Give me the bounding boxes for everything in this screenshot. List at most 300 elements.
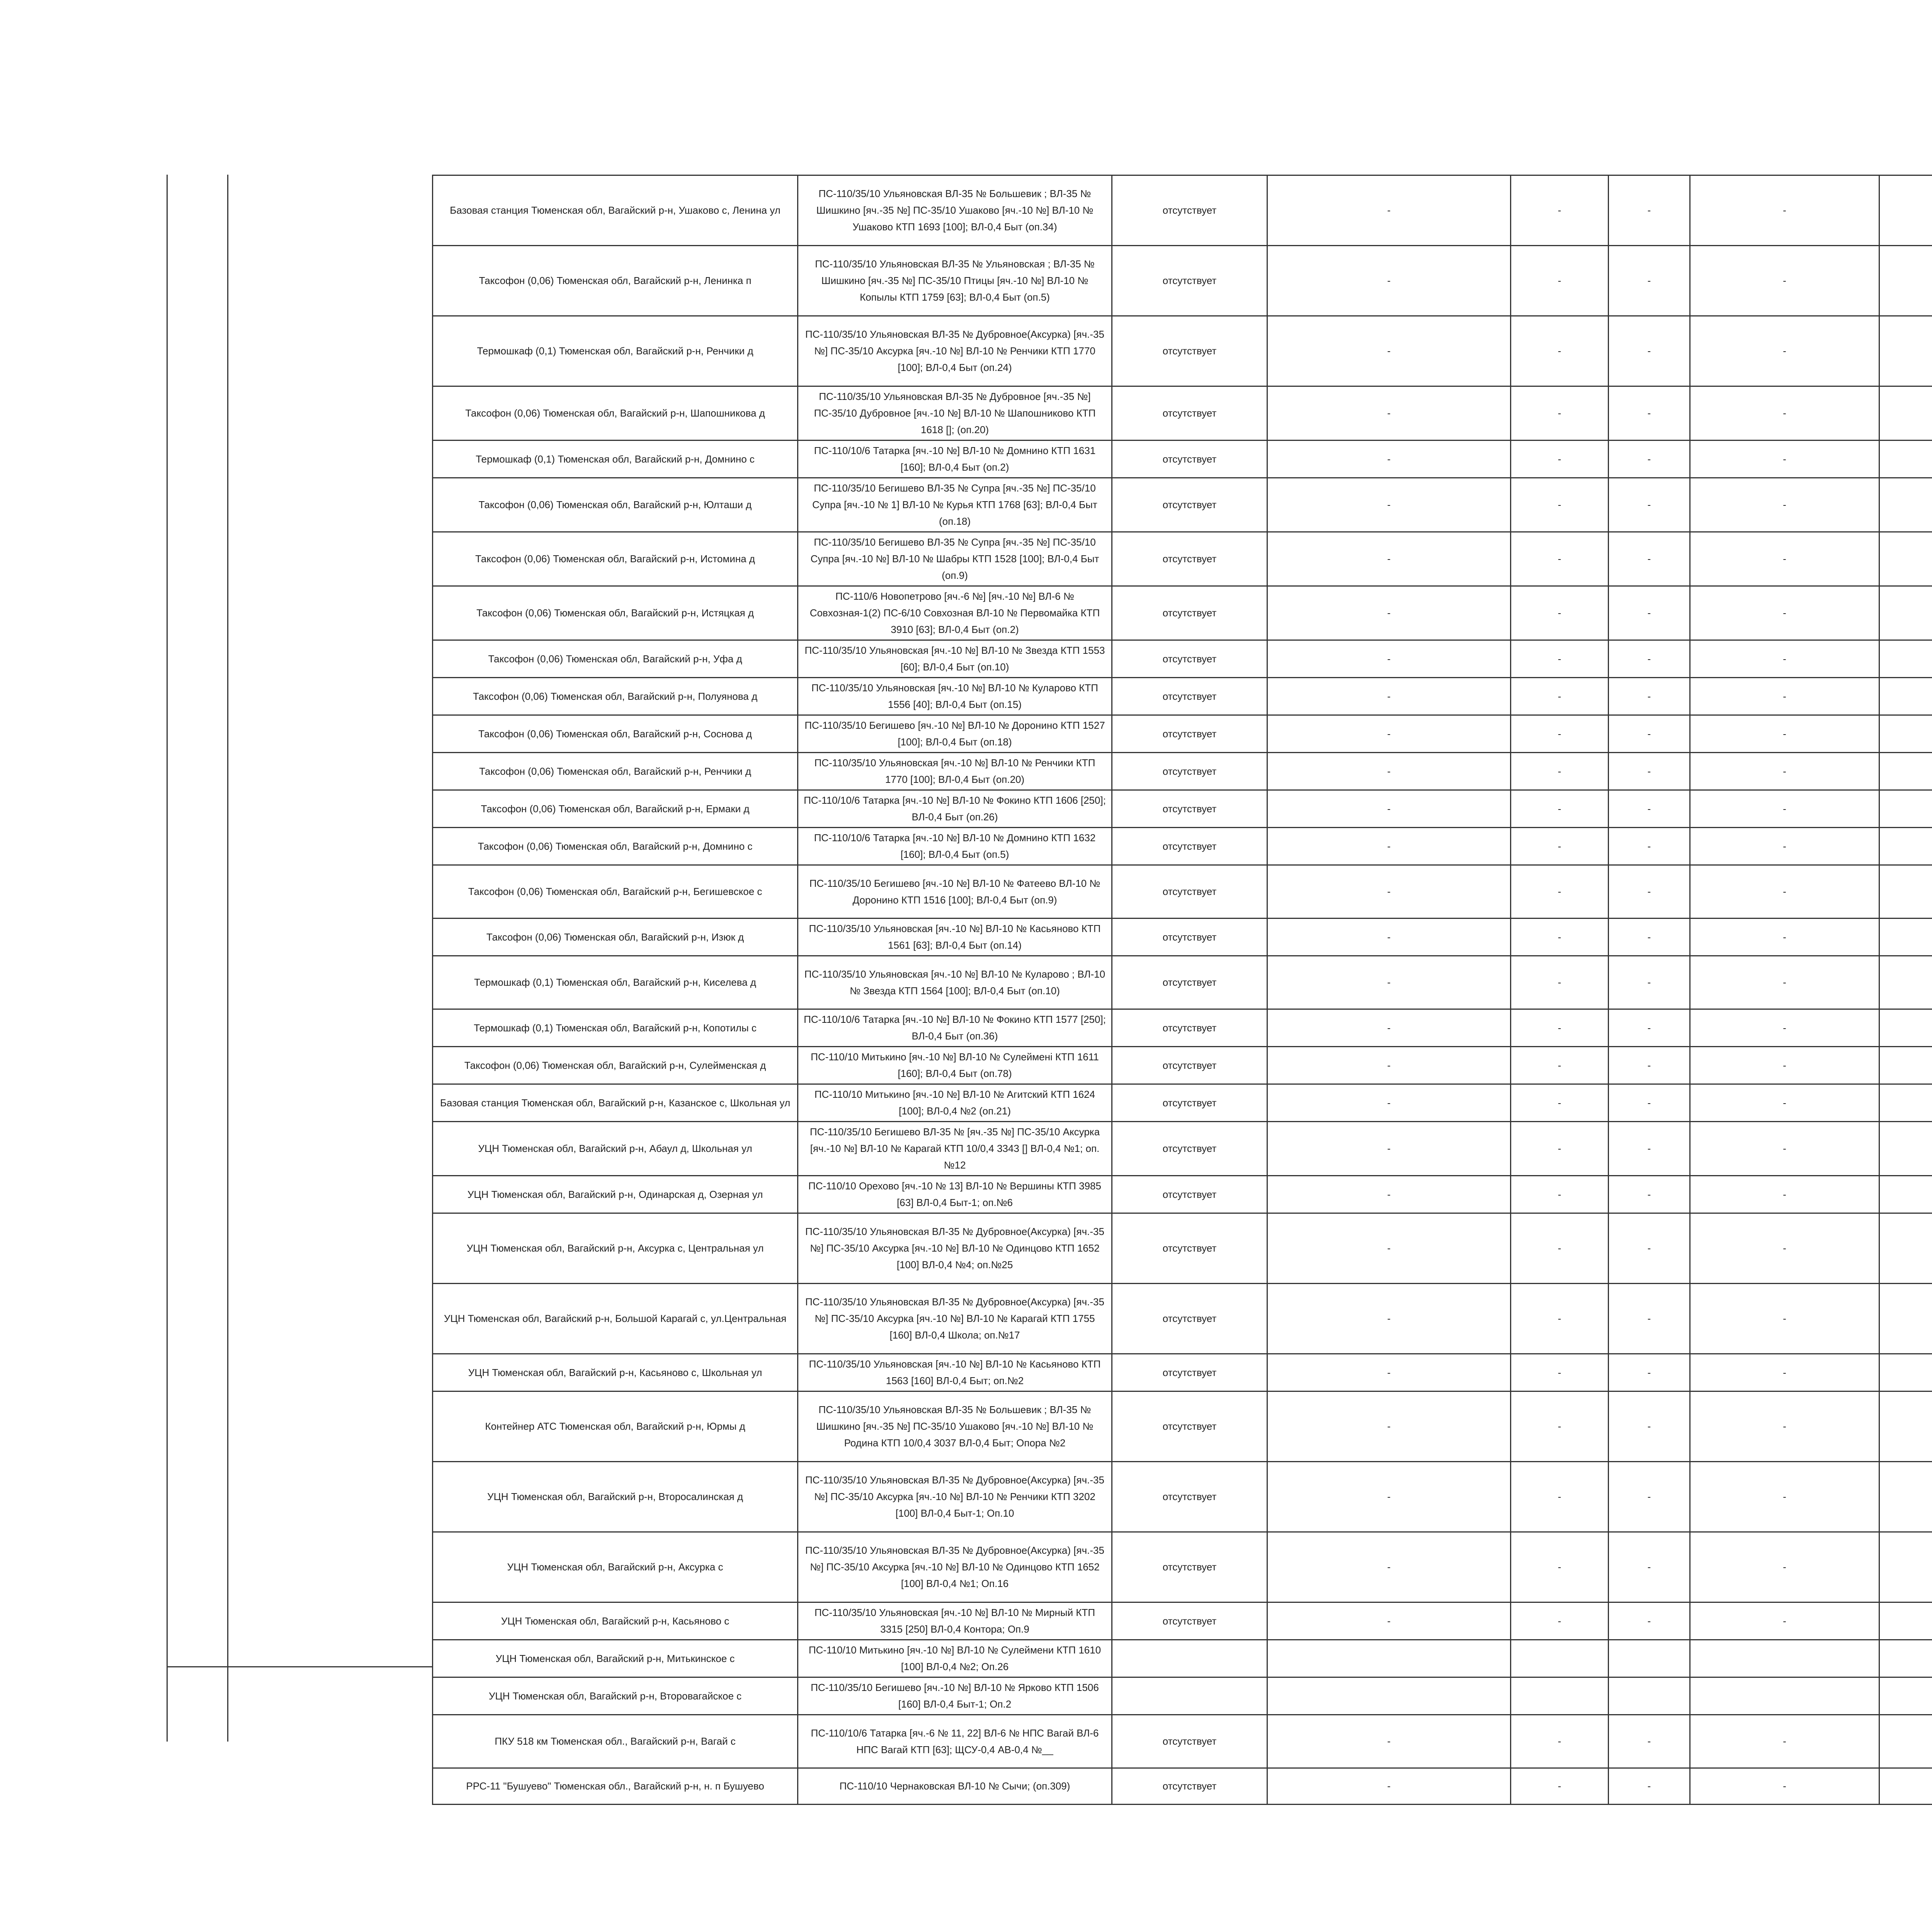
dash-cell: -	[1267, 1768, 1511, 1805]
dash-cell	[1511, 1640, 1609, 1677]
dash-cell: -	[1690, 640, 1879, 678]
object-name-cell: Таксофон (0,06) Тюменская обл, Вагайский р-н, Соснова д	[433, 715, 798, 753]
dash-cell	[1879, 678, 1932, 715]
dash-cell: -	[1609, 586, 1690, 640]
table-row	[433, 753, 1932, 790]
dash-cell	[1879, 1640, 1932, 1677]
object-name-cell: Таксофон (0,06) Тюменская обл, Вагайский р-н, Сулейменская д	[433, 1047, 798, 1084]
table-row	[433, 1084, 1932, 1122]
table-row	[433, 1715, 1932, 1768]
dash-cell: -	[1690, 1462, 1879, 1532]
dash-cell: -	[1267, 790, 1511, 828]
status-cell: отсутствует	[1112, 828, 1267, 865]
connection-point-cell: ПС-110/35/10 Ульяновская [яч.-10 №] ВЛ-10 № Куларово КТП 1556 [40]; ВЛ-0,4 Быт (оп.15)	[798, 678, 1112, 715]
dash-cell: -	[1609, 386, 1690, 441]
dash-cell	[1879, 586, 1932, 640]
dash-cell: -	[1511, 1122, 1609, 1176]
dash-cell: -	[1690, 1009, 1879, 1047]
dash-cell: -	[1690, 1284, 1879, 1354]
table-row	[433, 1391, 1932, 1462]
dash-cell: -	[1690, 1354, 1879, 1391]
dash-cell: -	[1609, 1354, 1690, 1391]
connection-point-cell: ПС-110/35/10 Ульяновская [яч.-10 №] ВЛ-10 № Звезда КТП 1553 [60]; ВЛ-0,4 Быт (оп.10)	[798, 640, 1112, 678]
object-name-cell: УЦН Тюменская обл, Вагайский р-н, Второвагайское с	[433, 1677, 798, 1715]
object-name-cell: УЦН Тюменская обл, Вагайский р-н, Одинарская д, Озерная ул	[433, 1176, 798, 1213]
status-cell: отсутствует	[1112, 532, 1267, 586]
dash-cell: -	[1609, 1122, 1690, 1176]
table-row	[433, 1677, 1932, 1715]
dash-cell	[1879, 1122, 1932, 1176]
table-row	[433, 1176, 1932, 1213]
dash-cell: -	[1267, 316, 1511, 386]
dash-cell	[1879, 1715, 1932, 1768]
table-row	[433, 246, 1932, 316]
dash-cell: -	[1609, 1462, 1690, 1532]
dash-cell: -	[1267, 753, 1511, 790]
status-cell: отсутствует	[1112, 1462, 1267, 1532]
dash-cell: -	[1609, 1213, 1690, 1284]
dash-cell: -	[1609, 790, 1690, 828]
dash-cell: -	[1511, 586, 1609, 640]
connection-point-cell: ПС-110/10/6 Татарка [яч.-10 №] ВЛ-10 № Фокино КТП 1606 [250]; ВЛ-0,4 Быт (оп.26)	[798, 790, 1112, 828]
dash-cell: -	[1690, 1176, 1879, 1213]
dash-cell: -	[1690, 828, 1879, 865]
object-name-cell: Термошкаф (0,1) Тюменская обл, Вагайский р-н, Ренчики д	[433, 316, 798, 386]
dash-cell: -	[1511, 1715, 1609, 1768]
status-cell: отсутствует	[1112, 1354, 1267, 1391]
connection-point-cell: ПС-110/10/6 Татарка [яч.-6 № 11, 22] ВЛ-6 № НПС Вагай ВЛ-6 НПС Вагай КТП [63]; ЩСУ-0,4 АВ-0,4 №__	[798, 1715, 1112, 1768]
status-cell: отсутствует	[1112, 478, 1267, 532]
table-row	[433, 865, 1932, 919]
status-cell: отсутствует	[1112, 715, 1267, 753]
dash-cell	[1609, 1677, 1690, 1715]
dash-cell: -	[1609, 1768, 1690, 1805]
dash-cell: -	[1690, 586, 1879, 640]
dash-cell: -	[1609, 1391, 1690, 1462]
dash-cell: -	[1609, 1602, 1690, 1640]
dash-cell: -	[1267, 1715, 1511, 1768]
dash-cell: -	[1511, 1462, 1609, 1532]
table-row	[433, 1602, 1932, 1640]
object-name-cell: Контейнер АТС Тюменская обл, Вагайский р-н, Юрмы д	[433, 1391, 798, 1462]
object-name-cell: УЦН Тюменская обл, Вагайский р-н, Абаул д, Школьная ул	[433, 1122, 798, 1176]
connection-point-cell: ПС-110/35/10 Ульяновская [яч.-10 №] ВЛ-10 № Ренчики КТП 1770 [100]; ВЛ-0,4 Быт (оп.20)	[798, 753, 1112, 790]
dash-cell: -	[1267, 1047, 1511, 1084]
object-name-cell: Таксофон (0,06) Тюменская обл, Вагайский р-н, Полуянова д	[433, 678, 798, 715]
dash-cell: -	[1690, 1084, 1879, 1122]
dash-cell: -	[1609, 175, 1690, 246]
status-cell: отсутствует	[1112, 753, 1267, 790]
data-table	[432, 175, 1932, 1805]
dash-cell: -	[1690, 1768, 1879, 1805]
dash-cell	[1690, 1640, 1879, 1677]
dash-cell: -	[1609, 478, 1690, 532]
connection-point-cell: ПС-110/10 Митькино [яч.-10 №] ВЛ-10 № Сулейменi КТП 1611 [160]; ВЛ-0,4 Быт (оп.78)	[798, 1047, 1112, 1084]
left-section-separator	[167, 1666, 432, 1667]
status-cell	[1112, 1677, 1267, 1715]
connection-point-cell: ПС-110/10/6 Татарка [яч.-10 №] ВЛ-10 № Фокино КТП 1577 [250]; ВЛ-0,4 Быт (оп.36)	[798, 1009, 1112, 1047]
connection-point-cell: ПС-110/35/10 Ульяновская ВЛ-35 № Дубровное(Аксурка) [яч.-35 №] ПС-35/10 Аксурка [яч.-10 №] ВЛ-10 № Карагай КТП 1755 [160] ВЛ-0,4 Школа; оп.№17	[798, 1284, 1112, 1354]
dash-cell: -	[1511, 441, 1609, 478]
dash-cell: -	[1267, 1462, 1511, 1532]
dash-cell	[1879, 715, 1932, 753]
object-name-cell: РРС-11 "Бушуево" Тюменская обл., Вагайский р-н, н. п Бушуево	[433, 1768, 798, 1805]
dash-cell: -	[1690, 753, 1879, 790]
dash-cell: -	[1690, 1391, 1879, 1462]
connection-point-cell: ПС-110/35/10 Ульяновская ВЛ-35 № Дубровное [яч.-35 №] ПС-35/10 Дубровное [яч.-10 №] ВЛ-10 № Шапошниково КТП 1618 []; (оп.20)	[798, 386, 1112, 441]
table-row	[433, 532, 1932, 586]
dash-cell	[1879, 1009, 1932, 1047]
object-name-cell: Термошкаф (0,1) Тюменская обл, Вагайский р-н, Домнино с	[433, 441, 798, 478]
table-row	[433, 1009, 1932, 1047]
connection-point-cell: ПС-110/35/10 Ульяновская [яч.-10 №] ВЛ-10 № Мирный КТП 3315 [250] ВЛ-0,4 Контора; Оп.9	[798, 1602, 1112, 1640]
dash-cell: -	[1511, 1084, 1609, 1122]
connection-point-cell: ПС-110/35/10 Ульяновская ВЛ-35 № Дубровное(Аксурка) [яч.-35 №] ПС-35/10 Аксурка [яч.-10 №] ВЛ-10 № Одинцово КТП 1652 [100] ВЛ-0,4 №1; Оп.16	[798, 1532, 1112, 1602]
dash-cell	[1267, 1677, 1511, 1715]
object-name-cell: Таксофон (0,06) Тюменская обл, Вагайский р-н, Уфа д	[433, 640, 798, 678]
object-name-cell: Таксофон (0,06) Тюменская обл, Вагайский р-н, Шапошникова д	[433, 386, 798, 441]
object-name-cell: Таксофон (0,06) Тюменская обл, Вагайский р-н, Ермаки д	[433, 790, 798, 828]
status-cell: отсутствует	[1112, 441, 1267, 478]
dash-cell: -	[1609, 1532, 1690, 1602]
dash-cell	[1879, 1284, 1932, 1354]
dash-cell: -	[1690, 715, 1879, 753]
dash-cell	[1879, 790, 1932, 828]
object-name-cell: Таксофон (0,06) Тюменская обл, Вагайский р-н, Истомина д	[433, 532, 798, 586]
dash-cell	[1609, 1640, 1690, 1677]
dash-cell	[1879, 478, 1932, 532]
dash-cell: -	[1511, 1532, 1609, 1602]
dash-cell: -	[1267, 1176, 1511, 1213]
dash-cell	[1879, 1176, 1932, 1213]
dash-cell: -	[1267, 956, 1511, 1009]
object-name-cell: УЦН Тюменская обл, Вагайский р-н, Митькинское с	[433, 1640, 798, 1677]
dash-cell: -	[1511, 1213, 1609, 1284]
dash-cell: -	[1511, 919, 1609, 956]
dash-cell: -	[1267, 1084, 1511, 1122]
dash-cell	[1879, 753, 1932, 790]
table-body	[433, 175, 1932, 1805]
dash-cell: -	[1609, 316, 1690, 386]
object-name-cell: Таксофон (0,06) Тюменская обл, Вагайский р-н, Бегишевское с	[433, 865, 798, 919]
dash-cell: -	[1267, 1391, 1511, 1462]
connection-point-cell: ПС-110/10 Чернаковская ВЛ-10 № Сычи; (оп.309)	[798, 1768, 1112, 1805]
dash-cell	[1879, 532, 1932, 586]
dash-cell: -	[1267, 532, 1511, 586]
dash-cell: -	[1511, 316, 1609, 386]
table-row	[433, 1640, 1932, 1677]
dash-cell	[1879, 246, 1932, 316]
dash-cell: -	[1511, 246, 1609, 316]
dash-cell: -	[1690, 1213, 1879, 1284]
dash-cell: -	[1690, 956, 1879, 1009]
dash-cell: -	[1609, 1084, 1690, 1122]
dash-cell: -	[1609, 956, 1690, 1009]
dash-cell: -	[1511, 1354, 1609, 1391]
dash-cell: -	[1267, 828, 1511, 865]
dash-cell	[1879, 865, 1932, 919]
dash-cell: -	[1511, 753, 1609, 790]
object-name-cell: Таксофон (0,06) Тюменская обл, Вагайский р-н, Изюк д	[433, 919, 798, 956]
dash-cell: -	[1609, 246, 1690, 316]
dash-cell: -	[1690, 1602, 1879, 1640]
status-cell: отсутствует	[1112, 246, 1267, 316]
dash-cell: -	[1267, 715, 1511, 753]
dash-cell: -	[1511, 386, 1609, 441]
table-row	[433, 1284, 1932, 1354]
left-border-line-outer	[167, 175, 168, 1742]
dash-cell: -	[1609, 1009, 1690, 1047]
table-row	[433, 316, 1932, 386]
status-cell: отсутствует	[1112, 175, 1267, 246]
status-cell: отсутствует	[1112, 1602, 1267, 1640]
table-row	[433, 790, 1932, 828]
dash-cell: -	[1690, 790, 1879, 828]
dash-cell	[1879, 441, 1932, 478]
dash-cell: -	[1511, 532, 1609, 586]
dash-cell: -	[1609, 865, 1690, 919]
connection-point-cell: ПС-110/35/10 Бегишево ВЛ-35 № Супра [яч.-35 №] ПС-35/10 Супра [яч.-10 № 1] ВЛ-10 № Курья КТП 1768 [63]; ВЛ-0,4 Быт (оп.18)	[798, 478, 1112, 532]
object-name-cell: Базовая станция Тюменская обл, Вагайский р-н, Ушаково с, Ленина ул	[433, 175, 798, 246]
dash-cell: -	[1690, 386, 1879, 441]
dash-cell: -	[1511, 640, 1609, 678]
dash-cell: -	[1267, 246, 1511, 316]
dash-cell: -	[1690, 441, 1879, 478]
connection-point-cell: ПС-110/35/10 Ульяновская ВЛ-35 № Большевик ; ВЛ-35 № Шишкино [яч.-35 №] ПС-35/10 Ушаково [яч.-10 №] ВЛ-10 № Родина КТП 10/0,4 3037 ВЛ-0,4 Быт; Опора №2	[798, 1391, 1112, 1462]
table-row	[433, 1122, 1932, 1176]
dash-cell: -	[1267, 478, 1511, 532]
connection-point-cell: ПС-110/35/10 Ульяновская [яч.-10 №] ВЛ-10 № Касьяново КТП 1563 [160] ВЛ-0,4 Быт; оп.№2	[798, 1354, 1112, 1391]
status-cell: отсутствует	[1112, 956, 1267, 1009]
table-row	[433, 1462, 1932, 1532]
dash-cell	[1879, 640, 1932, 678]
status-cell: отсутствует	[1112, 640, 1267, 678]
dash-cell: -	[1690, 1122, 1879, 1176]
dash-cell	[1879, 1391, 1932, 1462]
connection-point-cell: ПС-110/35/10 Ульяновская ВЛ-35 № Ульяновская ; ВЛ-35 № Шишкино [яч.-35 №] ПС-35/10 Птицы [яч.-10 №] ВЛ-10 № Копылы КТП 1759 [63]; ВЛ-0,4 Быт (оп.5)	[798, 246, 1112, 316]
status-cell: отсутствует	[1112, 386, 1267, 441]
table-row	[433, 640, 1932, 678]
status-cell: отсутствует	[1112, 1715, 1267, 1768]
dash-cell: -	[1511, 1047, 1609, 1084]
table-row	[433, 715, 1932, 753]
dash-cell	[1511, 1677, 1609, 1715]
dash-cell: -	[1267, 1122, 1511, 1176]
dash-cell: -	[1267, 919, 1511, 956]
dash-cell: -	[1609, 1176, 1690, 1213]
dash-cell	[1879, 1768, 1932, 1805]
dash-cell	[1879, 1462, 1932, 1532]
table-row	[433, 1768, 1932, 1805]
dash-cell	[1267, 1640, 1511, 1677]
status-cell: отсутствует	[1112, 1768, 1267, 1805]
dash-cell	[1879, 1047, 1932, 1084]
dash-cell: -	[1511, 715, 1609, 753]
dash-cell: -	[1511, 790, 1609, 828]
table-row	[433, 1213, 1932, 1284]
dash-cell: -	[1511, 478, 1609, 532]
object-name-cell: УЦН Тюменская обл, Вагайский р-н, Второсалинская д	[433, 1462, 798, 1532]
status-cell: отсутствует	[1112, 1122, 1267, 1176]
table-row	[433, 956, 1932, 1009]
status-cell: отсутствует	[1112, 865, 1267, 919]
dash-cell	[1879, 1602, 1932, 1640]
dash-cell: -	[1609, 640, 1690, 678]
dash-cell: -	[1511, 1176, 1609, 1213]
object-name-cell: УЦН Тюменская обл, Вагайский р-н, Касьяново с	[433, 1602, 798, 1640]
table-row	[433, 441, 1932, 478]
table-row	[433, 828, 1932, 865]
table-row	[433, 678, 1932, 715]
dash-cell: -	[1690, 1047, 1879, 1084]
connection-point-cell: ПС-110/35/10 Ульяновская [яч.-10 №] ВЛ-10 № Куларово ; ВЛ-10 № Звезда КТП 1564 [100]; ВЛ-0,4 Быт (оп.10)	[798, 956, 1112, 1009]
dash-cell	[1879, 1354, 1932, 1391]
connection-point-cell: ПС-110/10 Орехово [яч.-10 № 13] ВЛ-10 № Вершины КТП 3985 [63] ВЛ-0,4 Быт-1; оп.№6	[798, 1176, 1112, 1213]
status-cell: отсутствует	[1112, 1047, 1267, 1084]
dash-cell: -	[1690, 1532, 1879, 1602]
dash-cell: -	[1267, 441, 1511, 478]
object-name-cell: Таксофон (0,06) Тюменская обл, Вагайский р-н, Домнино с	[433, 828, 798, 865]
dash-cell: -	[1609, 1284, 1690, 1354]
status-cell: отсутствует	[1112, 678, 1267, 715]
dash-cell	[1879, 316, 1932, 386]
table-row	[433, 1532, 1932, 1602]
dash-cell: -	[1690, 316, 1879, 386]
dash-cell: -	[1609, 441, 1690, 478]
dash-cell: -	[1511, 1768, 1609, 1805]
dash-cell	[1879, 1213, 1932, 1284]
object-name-cell: УЦН Тюменская обл, Вагайский р-н, Касьяново с, Школьная ул	[433, 1354, 798, 1391]
connection-point-cell: ПС-110/35/10 Ульяновская ВЛ-35 № Большевик ; ВЛ-35 № Шишкино [яч.-35 №] ПС-35/10 Ушаково [яч.-10 №] ВЛ-10 № Ушаково КТП 1693 [100]; ВЛ-0,4 Быт (оп.34)	[798, 175, 1112, 246]
status-cell: отсутствует	[1112, 316, 1267, 386]
dash-cell: -	[1511, 865, 1609, 919]
dash-cell: -	[1511, 828, 1609, 865]
dash-cell: -	[1609, 678, 1690, 715]
object-name-cell: Термошкаф (0,1) Тюменская обл, Вагайский р-н, Киселева д	[433, 956, 798, 1009]
dash-cell: -	[1511, 678, 1609, 715]
object-name-cell: УЦН Тюменская обл, Вагайский р-н, Аксурка с	[433, 1532, 798, 1602]
dash-cell: -	[1267, 386, 1511, 441]
dash-cell: -	[1267, 1602, 1511, 1640]
table-row	[433, 175, 1932, 246]
dash-cell: -	[1609, 828, 1690, 865]
dash-cell: -	[1511, 1009, 1609, 1047]
table-row	[433, 386, 1932, 441]
dash-cell: -	[1267, 1009, 1511, 1047]
object-name-cell: Базовая станция Тюменская обл, Вагайский р-н, Казанское с, Школьная ул	[433, 1084, 798, 1122]
dash-cell: -	[1690, 246, 1879, 316]
status-cell: отсутствует	[1112, 919, 1267, 956]
connection-point-cell: ПС-110/35/10 Бегишево [яч.-10 №] ВЛ-10 № Фатеево ВЛ-10 № Доронино КТП 1516 [100]; ВЛ-0,4 Быт (оп.9)	[798, 865, 1112, 919]
dash-cell: -	[1609, 753, 1690, 790]
connection-point-cell: ПС-110/10/6 Татарка [яч.-10 №] ВЛ-10 № Домнино КТП 1631 [160]; ВЛ-0,4 Быт (оп.2)	[798, 441, 1112, 478]
dash-cell: -	[1690, 919, 1879, 956]
dash-cell: -	[1690, 678, 1879, 715]
dash-cell: -	[1690, 175, 1879, 246]
status-cell: отсутствует	[1112, 1532, 1267, 1602]
object-name-cell: Таксофон (0,06) Тюменская обл, Вагайский р-н, Ленинка п	[433, 246, 798, 316]
dash-cell: -	[1267, 1284, 1511, 1354]
connection-point-cell: ПС-110/35/10 Ульяновская [яч.-10 №] ВЛ-10 № Касьяново КТП 1561 [63]; ВЛ-0,4 Быт (оп.14)	[798, 919, 1112, 956]
dash-cell: -	[1609, 715, 1690, 753]
dash-cell: -	[1690, 1715, 1879, 1768]
dash-cell: -	[1609, 1715, 1690, 1768]
status-cell: отсутствует	[1112, 1009, 1267, 1047]
dash-cell: -	[1511, 175, 1609, 246]
dash-cell: -	[1267, 1532, 1511, 1602]
dash-cell	[1879, 1677, 1932, 1715]
dash-cell: -	[1267, 175, 1511, 246]
dash-cell	[1879, 1532, 1932, 1602]
connection-point-cell: ПС-110/10 Митькино [яч.-10 №] ВЛ-10 № Агитский КТП 1624 [100]; ВЛ-0,4 №2 (оп.21)	[798, 1084, 1112, 1122]
table-row	[433, 1047, 1932, 1084]
dash-cell: -	[1267, 678, 1511, 715]
status-cell	[1112, 1640, 1267, 1677]
dash-cell	[1879, 1084, 1932, 1122]
connection-point-cell: ПС-110/35/10 Бегишево ВЛ-35 № [яч.-35 №] ПС-35/10 Аксурка [яч.-10 №] ВЛ-10 № Карагай КТП 10/0,4 3343 [] ВЛ-0,4 №1; оп.№12	[798, 1122, 1112, 1176]
status-cell: отсутствует	[1112, 1084, 1267, 1122]
dash-cell: -	[1267, 640, 1511, 678]
object-name-cell: Таксофон (0,06) Тюменская обл, Вагайский р-н, Юлташи д	[433, 478, 798, 532]
connection-point-cell: ПС-110/10/6 Татарка [яч.-10 №] ВЛ-10 № Домнино КТП 1632 [160]; ВЛ-0,4 Быт (оп.5)	[798, 828, 1112, 865]
object-name-cell: ПКУ 518 км Тюменская обл., Вагайский р-н, Вагай с	[433, 1715, 798, 1768]
status-cell: отсутствует	[1112, 1284, 1267, 1354]
connection-point-cell: ПС-110/35/10 Ульяновская ВЛ-35 № Дубровное(Аксурка) [яч.-35 №] ПС-35/10 Аксурка [яч.-10 №] ВЛ-10 № Одинцово КТП 1652 [100] ВЛ-0,4 №4; оп.№25	[798, 1213, 1112, 1284]
dash-cell	[1690, 1677, 1879, 1715]
connection-point-cell: ПС-110/6 Новопетрово [яч.-6 №] [яч.-10 №] ВЛ-6 № Совхозная-1(2) ПС-6/10 Совхозная ВЛ-10 № Первомайка КТП 3910 [63]; ВЛ-0,4 Быт (оп.2)	[798, 586, 1112, 640]
table-row	[433, 478, 1932, 532]
dash-cell: -	[1609, 919, 1690, 956]
dash-cell	[1879, 919, 1932, 956]
connection-point-cell: ПС-110/35/10 Бегишево [яч.-10 №] ВЛ-10 № Доронино КТП 1527 [100]; ВЛ-0,4 Быт (оп.18)	[798, 715, 1112, 753]
dash-cell	[1879, 386, 1932, 441]
object-name-cell: УЦН Тюменская обл, Вагайский р-н, Аксурка с, Центральная ул	[433, 1213, 798, 1284]
connection-point-cell: ПС-110/10 Митькино [яч.-10 №] ВЛ-10 № Сулеймени КТП 1610 [100] ВЛ-0,4 №2; Оп.26	[798, 1640, 1112, 1677]
dash-cell: -	[1609, 532, 1690, 586]
dash-cell	[1879, 956, 1932, 1009]
left-border-line-inner	[227, 175, 228, 1742]
status-cell: отсутствует	[1112, 1213, 1267, 1284]
dash-cell: -	[1511, 1602, 1609, 1640]
dash-cell: -	[1267, 865, 1511, 919]
dash-cell: -	[1267, 586, 1511, 640]
connection-point-cell: ПС-110/35/10 Ульяновская ВЛ-35 № Дубровное(Аксурка) [яч.-35 №] ПС-35/10 Аксурка [яч.-10 №] ВЛ-10 № Ренчики КТП 1770 [100]; ВЛ-0,4 Быт (оп.24)	[798, 316, 1112, 386]
table-row	[433, 1354, 1932, 1391]
dash-cell: -	[1609, 1047, 1690, 1084]
connection-point-cell: ПС-110/35/10 Бегишево [яч.-10 №] ВЛ-10 № Ярково КТП 1506 [160] ВЛ-0,4 Быт-1; Оп.2	[798, 1677, 1112, 1715]
dash-cell: -	[1511, 956, 1609, 1009]
object-name-cell: УЦН Тюменская обл, Вагайский р-н, Большой Карагай с, ул.Центральная	[433, 1284, 798, 1354]
dash-cell: -	[1511, 1284, 1609, 1354]
dash-cell: -	[1690, 478, 1879, 532]
table-row	[433, 919, 1932, 956]
dash-cell	[1879, 828, 1932, 865]
table-row	[433, 586, 1932, 640]
object-name-cell: Таксофон (0,06) Тюменская обл, Вагайский р-н, Истяцкая д	[433, 586, 798, 640]
dash-cell: -	[1690, 532, 1879, 586]
dash-cell	[1879, 175, 1932, 246]
status-cell: отсутствует	[1112, 1176, 1267, 1213]
dash-cell: -	[1690, 865, 1879, 919]
connection-point-cell: ПС-110/35/10 Ульяновская ВЛ-35 № Дубровное(Аксурка) [яч.-35 №] ПС-35/10 Аксурка [яч.-10 №] ВЛ-10 № Ренчики КТП 3202 [100] ВЛ-0,4 Быт-1; Оп.10	[798, 1462, 1112, 1532]
dash-cell: -	[1267, 1213, 1511, 1284]
object-name-cell: Таксофон (0,06) Тюменская обл, Вагайский р-н, Ренчики д	[433, 753, 798, 790]
dash-cell: -	[1511, 1391, 1609, 1462]
connection-point-cell: ПС-110/35/10 Бегишево ВЛ-35 № Супра [яч.-35 №] ПС-35/10 Супра [яч.-10 №] ВЛ-10 № Шабры КТП 1528 [100]; ВЛ-0,4 Быт (оп.9)	[798, 532, 1112, 586]
object-name-cell: Термошкаф (0,1) Тюменская обл, Вагайский р-н, Копотилы с	[433, 1009, 798, 1047]
status-cell: отсутствует	[1112, 790, 1267, 828]
status-cell: отсутствует	[1112, 586, 1267, 640]
